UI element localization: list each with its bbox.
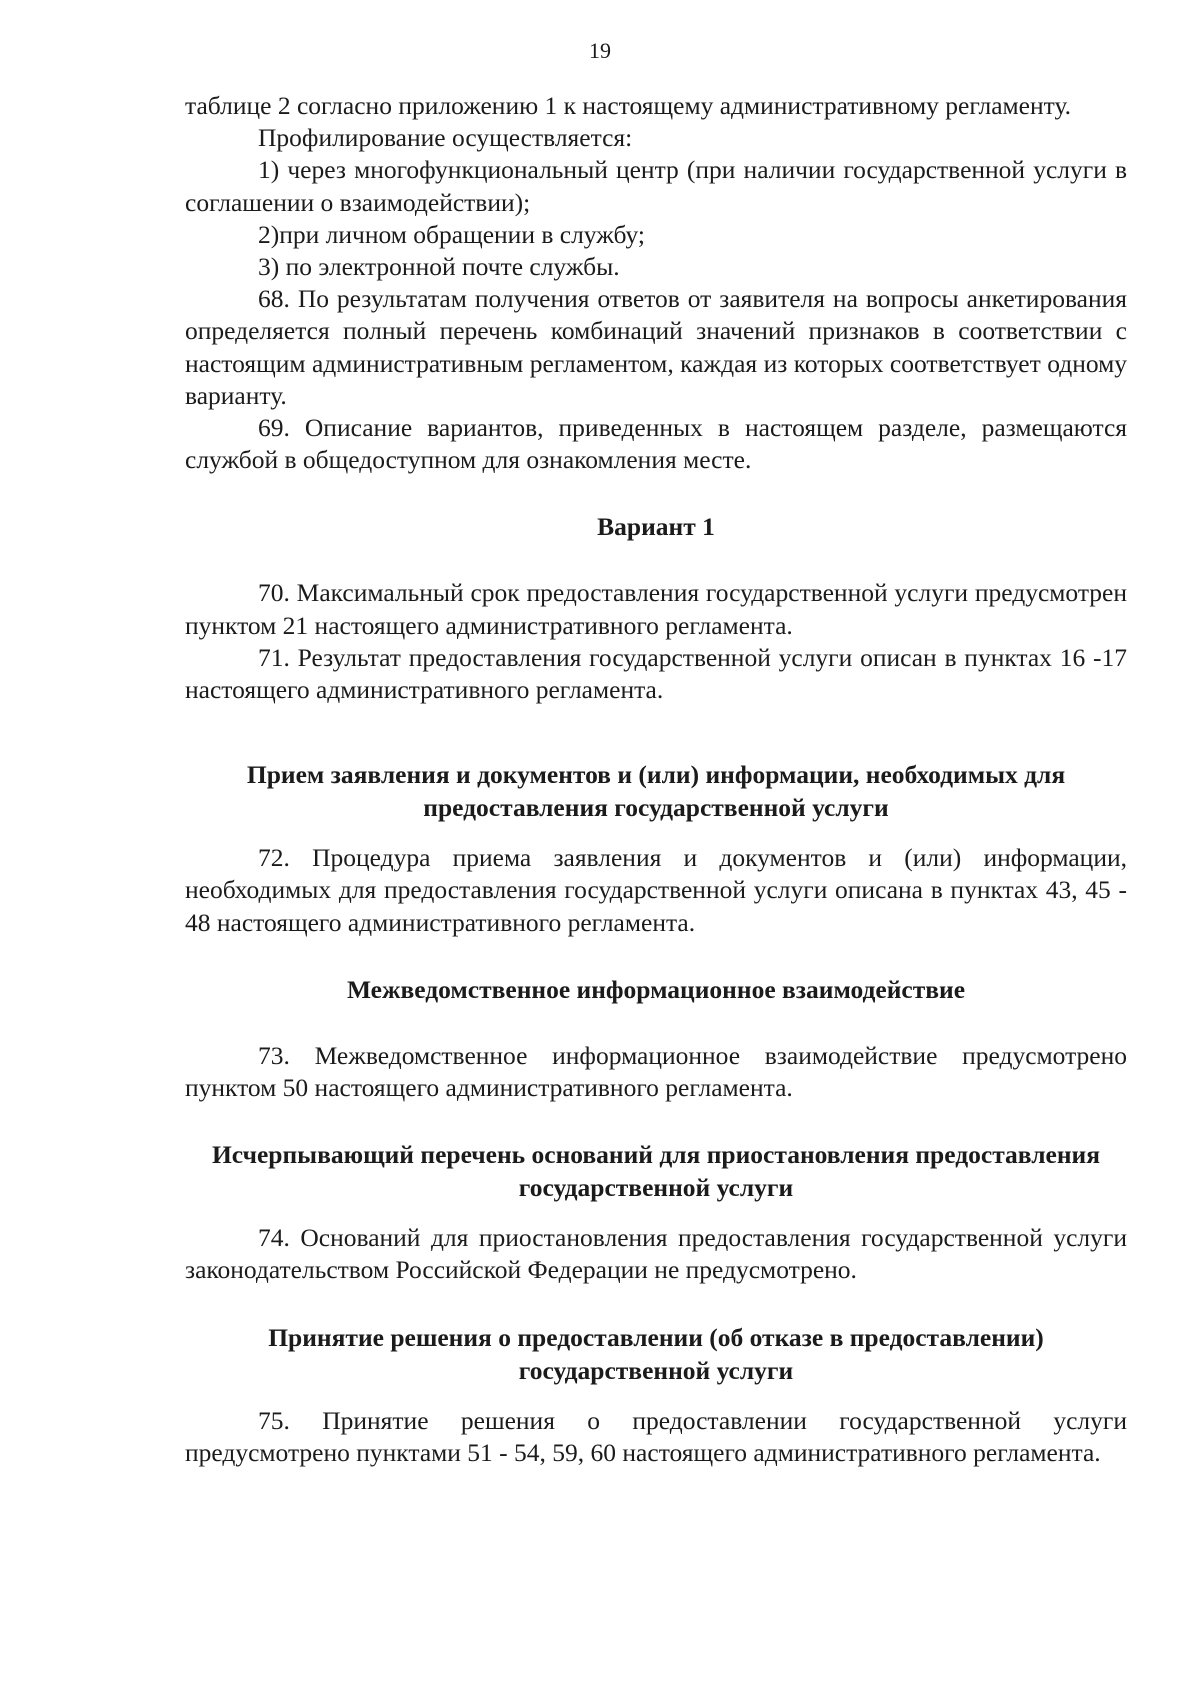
list-item-email: 3) по электронной почте службы. [258,252,620,282]
heading-suspension-grounds: Исчерпывающий перечень оснований для приостановления предоставления государственной услуги [211,1140,1101,1203]
paragraph-70: 70. Максимальный срок предоставления государственной услуги предусмотрен пунктом 21 настоящего административного регламента. [185,578,1127,640]
document-body [185,90,1127,1469]
paragraph-75: 75. Принятие решения о предоставлении государственной услуги предусмотрено пунктами 51 - 54, 59, 60 настоящего административного регламента. [185,1405,1127,1467]
paragraph-73: 73. Межведомственное информационное взаимодействие предусмотрено пунктом 50 настоящего административного регламента. [185,1040,1127,1103]
paragraph-74: 74. Оснований для приостановления предоставления государственной услуги законодательством Российской Федерации не предусмотрено. [185,1223,1127,1285]
heading-decision: Принятие решения о предоставлении (об отказе в предоставлении) государственной услуги [268,1322,1044,1385]
paragraph-profiling-intro: Профилирование осуществляется: [258,123,633,153]
paragraph-69: 69. Описание вариантов, приведенных в настоящем разделе, размещаются службой в общедоступном для ознакомления месте. [185,413,1127,475]
paragraph-continuation: таблице 2 согласно приложению 1 к настоящему административному регламенту. [185,91,1072,120]
list-item-mfc: 1) через многофункциональный центр (при наличии государственной услуги в соглашении о взаимодействии); [185,155,1127,217]
paragraph-68: 68. По результатам получения ответов от заявителя на вопросы анкетирования определяется полный перечень комбинаций значений признаков в соответствии с настоящим административным регламентом, каждая из которых соответствует одному варианту. [185,284,1127,410]
list-item-personal-visit: 2)при личном обращении в службу; [258,219,645,249]
paragraph-72: 72. Процедура приема заявления и документов и (или) информации, необходимых для предоставления государственной услуги описана в пунктах 43, 45 - 48 настоящего административного регламента. [185,843,1127,937]
heading-application-intake: Прием заявления и документов и (или) информации, необходимых для предоставления государственной услуги [246,760,1066,823]
heading-interagency-interaction: Межведомственное информационное взаимодействие [346,974,966,1004]
page-number: 19 [589,38,611,63]
paragraph-71: 71. Результат предоставления государственной услуги описан в пунктах 16 -17 настоящего административного регламента. [185,642,1127,705]
heading-variant-1: Вариант 1 [597,512,715,542]
